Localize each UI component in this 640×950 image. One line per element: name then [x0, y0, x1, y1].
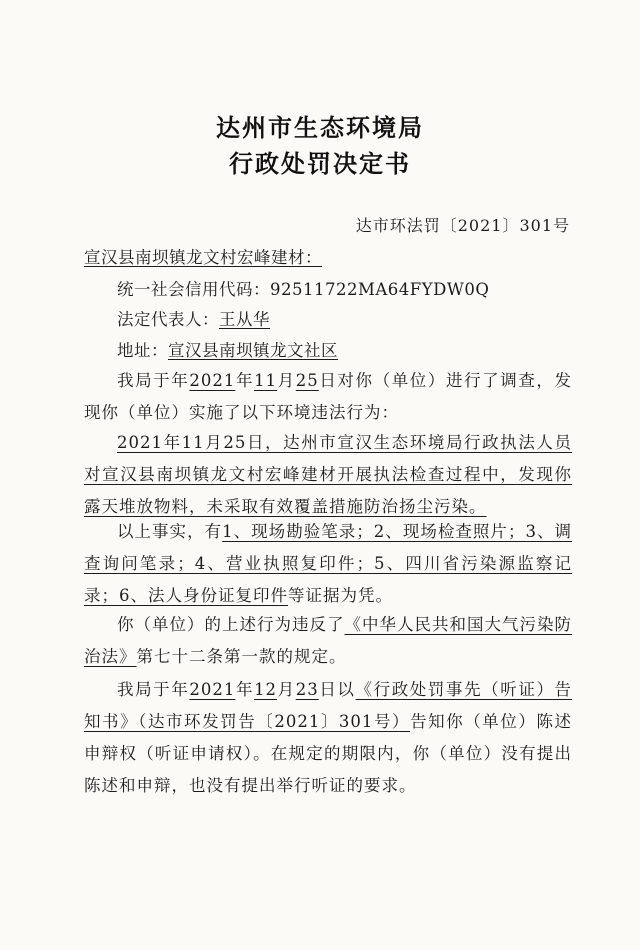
credit-code-value: 92511722MA64FYDW0Q: [270, 280, 490, 299]
p5-text-e: 告知你（单位）陈述申辩权（听证申请权）。在规定的期限内，你（单位）没有提出陈述和申辩，也没有提出举行听证的要求。: [84, 712, 572, 795]
title-agency: 达州市生态环境局: [216, 114, 424, 142]
address-value: 宣汉县南坝镇龙文社区: [168, 341, 338, 360]
p3-text-a: 以上事实，有: [117, 522, 223, 541]
p5-month: 12: [254, 680, 278, 699]
p3-text-b: 等证据为凭。: [288, 586, 393, 605]
paragraph-law-violated: [84, 609, 572, 673]
evidence-list: 1、现场勘验笔录；2、现场检查照片；3、调查询问笔录；4、营业执照复印件；5、四川省污染源监察记录；6、法人身份证复印件: [84, 522, 572, 605]
law-name: 《中华人民共和国大气污染防治法》: [84, 615, 572, 666]
p5-text-b: 年: [235, 680, 255, 699]
recipient-name: 宣汉县南坝镇龙文村宏峰建材：: [84, 248, 322, 267]
p5-text-d: 日以: [318, 680, 356, 699]
p4-text-a: 你（单位）的上述行为违反了: [117, 615, 345, 634]
paragraph-investigation: [84, 365, 572, 429]
title-document-type: 行政处罚决定书: [229, 150, 411, 178]
paragraph-notification: [84, 674, 572, 802]
violation-description: 2021年11月25日，达州市宣汉生态环境局行政执法人员对宣汉县南坝镇龙文村宏峰建材开展执法检查过程中，发现你露天堆放物料，未采取有效覆盖措施防治扬尘污染。: [84, 433, 572, 516]
credit-code-label: 统一社会信用代码：: [117, 280, 270, 299]
notice-title: 《行政处罚事先（听证）告知书》（达市环发罚告〔2021〕301号）: [84, 680, 573, 731]
p1-text-a: 我局于年: [117, 371, 190, 390]
p4-text-b: 第七十二条第一款的规定。: [136, 647, 347, 666]
p5-text-c: 月: [277, 680, 296, 699]
legal-rep-row: [117, 306, 270, 330]
paragraph-evidence: [84, 516, 572, 612]
legal-rep-label: 法定代表人：: [117, 310, 219, 329]
p5-year: 2021: [189, 680, 236, 699]
p1-month: 11: [254, 371, 278, 390]
p1-text-c: 月: [277, 371, 296, 390]
address-label: 地址：: [117, 341, 168, 360]
address-row: [117, 337, 338, 361]
legal-rep-value: 王从华: [219, 310, 270, 329]
p1-year: 2021: [189, 371, 236, 390]
p1-text-b: 年: [235, 371, 255, 390]
p1-text-d: 日对你（单位）进行了调查，发现你（单位）实施了以下环境违法行为：: [84, 371, 573, 422]
p1-day: 25: [295, 371, 319, 390]
paragraph-violation-facts: [84, 427, 572, 523]
p5-day: 23: [295, 680, 319, 699]
document-number: 达市环法罚〔2021〕301号: [355, 216, 570, 235]
credit-code-row: [117, 276, 489, 300]
p5-text-a: 我局于年: [117, 680, 190, 699]
